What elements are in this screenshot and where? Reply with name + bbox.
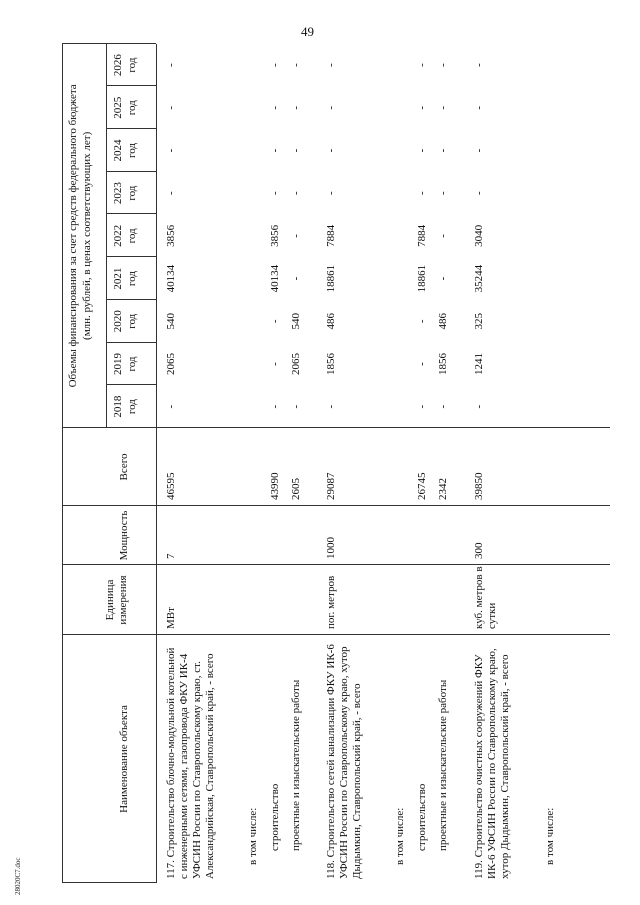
row-value-2021: 35244	[473, 264, 485, 293]
row-name: 117. Строительство блочно-модульной котельной с инженерными сетями, газопровода ФКУ ИК-4 УФСИН России по Ставропольскому краю, ст. Александрийская, Ставропольский край, - всего	[165, 647, 216, 879]
row-value-2026: -	[473, 63, 485, 67]
row-value-2020: 540	[165, 313, 177, 330]
row-capacity: 300	[473, 542, 485, 559]
row-value-2022: -	[437, 234, 449, 238]
row-total: 46595	[165, 472, 177, 500]
row-value-2020: -	[416, 319, 428, 324]
header-year-suffix: год	[126, 271, 138, 287]
row-name: в том числе:	[247, 807, 259, 865]
row-value-2022: 3856	[269, 224, 281, 247]
document-code: 28020C7.doc	[14, 857, 22, 895]
row-value-2023: -	[269, 191, 281, 195]
header-year-suffix: год	[126, 313, 138, 329]
header-year-suffix: год	[126, 228, 138, 244]
row-value-2019: 1241	[473, 352, 485, 375]
header-year-suffix: год	[126, 57, 138, 73]
header-year-suffix: год	[126, 142, 138, 158]
row-value-2025: -	[325, 105, 337, 110]
row-name: строительство	[269, 783, 281, 851]
row-value-2018: -	[165, 404, 177, 409]
row-value-2022: 3856	[165, 224, 177, 247]
header-year-2025: 2025	[112, 96, 124, 119]
row-name: 119. Строительство очистных сооружений ФКУ ИК-6 УФСИН России по Ставропольскому краю, хутор Дыдымкин, Ставропольский край, - всего	[473, 648, 511, 879]
row-value-2022: -	[290, 234, 302, 238]
header-funding-line2: (млн. рублей, в ценах соответствующих лет)	[81, 131, 93, 340]
row-value-2021: -	[437, 276, 449, 281]
header-total: Всего	[118, 453, 130, 481]
row-total: 26745	[416, 472, 428, 500]
row-value-2019: 2065	[290, 352, 302, 375]
row-value-2018: -	[416, 404, 428, 409]
row-value-2025: -	[473, 105, 485, 110]
row-value-2021: 18861	[325, 264, 337, 293]
row-value-2023: -	[165, 191, 177, 195]
row-value-2024: -	[290, 148, 302, 153]
row-value-2024: -	[325, 148, 337, 153]
row-value-2018: -	[269, 404, 281, 409]
row-value-2018: -	[290, 404, 302, 409]
row-value-2019: -	[416, 362, 428, 366]
row-unit: МВт	[165, 607, 177, 629]
body-column-rule	[156, 505, 610, 506]
row-value-2025: -	[290, 105, 302, 110]
row-value-2024: -	[165, 148, 177, 153]
year-header-rule	[106, 44, 107, 428]
row-value-2025: -	[437, 105, 449, 110]
header-year-2024: 2024	[112, 139, 124, 162]
row-name: в том числе:	[544, 807, 556, 865]
row-value-2020: 540	[290, 313, 302, 330]
header-unit: Единица измерения	[104, 575, 129, 625]
header-year-suffix: год	[126, 399, 138, 415]
row-value-2018: -	[473, 404, 485, 409]
row-value-2020: 486	[437, 313, 449, 330]
header-year-suffix: год	[126, 356, 138, 372]
body-column-rule	[156, 634, 610, 635]
row-name: 118. Строительство сетей канализации ФКУ ИК-6 УФСИН России по Ставропольскому краю, хутор Дыдымкин, Ставропольский край, - всего	[325, 644, 363, 879]
row-capacity: 7	[165, 553, 177, 559]
row-total: 29087	[325, 472, 337, 500]
row-value-2025: -	[416, 105, 428, 110]
row-value-2026: -	[416, 63, 428, 67]
row-total: 2605	[290, 478, 302, 500]
row-value-2023: -	[290, 191, 302, 195]
row-total: 43990	[269, 472, 281, 500]
header-year-suffix: год	[126, 185, 138, 201]
row-value-2026: -	[269, 63, 281, 67]
row-value-2019: 2065	[165, 352, 177, 375]
header-year-2021: 2021	[112, 267, 124, 290]
row-value-2026: -	[437, 63, 449, 67]
body-column-rule	[156, 564, 610, 565]
row-capacity: 1000	[325, 537, 337, 559]
page-number: 49	[301, 24, 314, 39]
row-value-2026: -	[165, 63, 177, 67]
row-value-2026: -	[325, 63, 337, 67]
row-unit: куб. метров в сутки	[473, 566, 498, 629]
row-value-2024: -	[437, 148, 449, 153]
header-funding-line1: Объемы финансирования за счет средств федерального бюджета	[67, 84, 79, 388]
row-value-2023: -	[473, 191, 485, 195]
row-total: 39850	[473, 472, 485, 500]
row-value-2019: 1856	[325, 352, 337, 375]
header-year-2018: 2018	[112, 395, 124, 418]
header-column-rule	[62, 882, 156, 883]
header-year-suffix: год	[126, 100, 138, 116]
header-capacity: Мощность	[118, 510, 130, 561]
row-total: 2342	[437, 478, 449, 500]
row-value-2022: 7884	[325, 224, 337, 247]
row-value-2023: -	[416, 191, 428, 195]
header-year-2019: 2019	[112, 352, 124, 375]
row-value-2020: -	[269, 319, 281, 324]
row-value-2025: -	[269, 105, 281, 110]
header-name: Наименование объекта	[118, 705, 130, 813]
header-bottom-rule	[156, 44, 157, 883]
body-column-rule	[156, 427, 610, 428]
row-value-2023: -	[437, 191, 449, 195]
row-value-2026: -	[290, 63, 302, 67]
row-name: в том числе:	[394, 807, 406, 865]
row-value-2025: -	[165, 105, 177, 110]
row-value-2019: 1856	[437, 352, 449, 375]
header-year-2026: 2026	[112, 54, 124, 77]
rotated-table	[62, 30, 610, 883]
header-column-rule	[62, 505, 156, 506]
row-value-2024: -	[269, 148, 281, 153]
row-name: проектные и изыскательские работы	[437, 679, 449, 851]
row-value-2020: 486	[325, 313, 337, 330]
row-value-2023: -	[325, 191, 337, 195]
row-value-2018: -	[325, 404, 337, 409]
row-value-2018: -	[437, 404, 449, 409]
row-value-2021: 40134	[269, 264, 281, 293]
row-unit: пог. метров	[325, 575, 337, 629]
row-name: проектные и изыскательские работы	[290, 679, 302, 851]
header-year-2020: 2020	[112, 310, 124, 333]
row-value-2019: -	[269, 362, 281, 366]
row-value-2021: 18861	[416, 264, 428, 293]
header-top-rule	[62, 44, 63, 883]
header-year-2023: 2023	[112, 182, 124, 205]
row-value-2021: -	[290, 276, 302, 281]
row-value-2022: 3040	[473, 224, 485, 247]
row-value-2024: -	[416, 148, 428, 153]
row-value-2020: 325	[473, 313, 485, 330]
row-value-2022: 7884	[416, 224, 428, 247]
row-value-2021: 40134	[165, 264, 177, 293]
header-year-2022: 2022	[112, 224, 124, 247]
row-value-2024: -	[473, 148, 485, 153]
row-name: строительство	[416, 783, 428, 851]
